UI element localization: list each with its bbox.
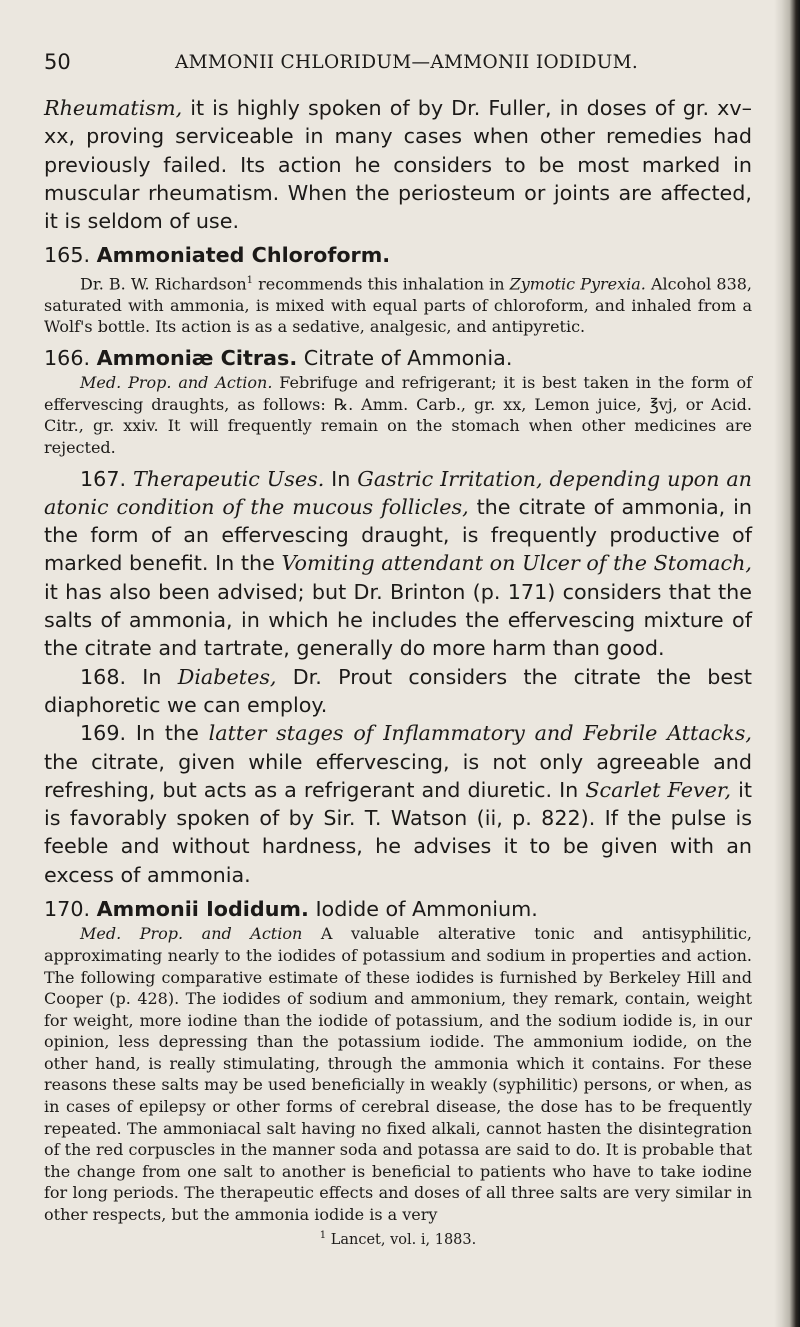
- paragraph-text: In: [324, 466, 358, 491]
- term-inflammatory-febrile: latter stages of Inflammatory and Febrile Attacks,: [208, 721, 752, 746]
- term-diabetes: Diabetes,: [177, 664, 277, 689]
- page-body: [44, 94, 752, 1249]
- section-subtitle: Iodide of Ammonium.: [315, 897, 538, 922]
- section-number: 166.: [44, 345, 91, 370]
- section-title: Ammoniæ Citras.: [96, 345, 298, 370]
- page-binding-edge: [774, 0, 800, 1327]
- section-number: 170.: [44, 897, 91, 922]
- paragraph-text: recommends this inhalation in: [253, 274, 510, 294]
- section-number: 169.: [80, 721, 127, 746]
- paragraph-text: A valuable alterative tonic and antisyphilitic, approximating nearly to the iodides of potassium and sodium in properties and action. The following comparative estimate of these iodides is furnished by Berkeley Hill and Cooper (p. 428). The iodides of sodium and ammonium, they remark, contain, weight for weight, more iodine than the iodide of potassium, and the sodium iodide is, in our opinion, less depressing than the potassium iodide. The ammonium iodide, on the other hand, is really stimulating, through the ammonia which it contains. For these reasons these salts may be used beneficially in weakly (syphilitic) persons, or when, as in cases of epilepsy or other forms of cerebral disease, the dose has to be frequently repeated. The ammoniacal salt having no fixed alkali, cannot hasten the disintegration of the red corpuscles in the manner soda and potassa are said to do. It is probable that the change from one salt to another is beneficial to patients who have to take iodine for long periods. The therapeutic effects and doses of all three salts are very similar in other respects, but the ammonia iodide is a very: [44, 924, 752, 1225]
- running-title: AMMONII CHLORIDUM—AMMONII IODIDUM.: [175, 52, 639, 73]
- section-number: 165.: [44, 243, 91, 268]
- footnote-marker: 1: [319, 1229, 327, 1241]
- section-169-body: [44, 719, 752, 889]
- footnote-marker: 1: [246, 274, 254, 286]
- paragraph-text: Alcohol 838, saturated with ammonia, is mixed with equal parts of chloroform, and inhaled from a Wolf's bottle. Its action is as a sedative, analgesic, and antipyretic.: [44, 274, 753, 337]
- section-166-body: [44, 372, 752, 458]
- footnote-text: Lancet, vol. i, 1883.: [326, 1231, 477, 1248]
- paragraph-text: Dr. B. W. Richardson: [80, 274, 247, 294]
- term-vomiting-ulcer: Vomiting attendant on Ulcer of the Stomach,: [281, 551, 752, 576]
- section-title: Ammoniated Chloroform.: [96, 243, 391, 268]
- section-170-body: [44, 923, 752, 1225]
- footnote: [44, 1226, 752, 1250]
- paragraph-text: Febrifuge and refrigerant; it is best taken in the form of effervescing draughts, as follows: ℞. Amm. Carb., gr. xx, Lemon juice, ℥vj, or Acid. Citr., gr. xxiv. It will frequently remain on the stomach when other medicines are rejected.: [44, 373, 753, 457]
- section-170-heading: [44, 895, 752, 923]
- section-168-body: [44, 663, 752, 720]
- section-167-body: [44, 465, 752, 663]
- term-gastric-irritation: Gastric Irritation, depending upon an atonic condition of the mucous follicles,: [44, 466, 752, 519]
- paragraph-text: it is favorably spoken of by Sir. T. Watson (ii, p. 822). If the pulse is feeble and without hardness, he advises it to be given with an excess of ammonia.: [44, 777, 753, 887]
- section-165-heading: [44, 241, 752, 269]
- med-prop-label: Med. Prop. and Action.: [80, 373, 273, 393]
- section-165-body: [44, 270, 752, 338]
- section-title: Ammonii Iodidum.: [96, 897, 309, 922]
- paragraph-text: the citrate, given while effervescing, is not only agreeable and refreshing, but acts as a refrigerant and diuretic. In: [44, 749, 752, 802]
- paragraph-text: Dr. Prout considers the citrate the best diaphoretic we can employ.: [44, 664, 752, 717]
- therapeutic-uses-label: Therapeutic Uses.: [132, 466, 325, 491]
- term-rheumatism: Rheumatism,: [44, 96, 183, 120]
- paragraph-text: the citrate of ammonia, in the form of an effervescing draught, is frequently productive of marked benefit. In the: [44, 494, 752, 576]
- paragraph-text: it has also been advised; but Dr. Brinton (p. 171) considers that the salts of ammonia, in which he includes the effervescing mixture of the citrate and tartrate, generally do more harm than good.: [44, 579, 752, 661]
- paragraph-rheumatism: [44, 94, 752, 235]
- term-zymotic-pyrexia: Zymotic Pyrexia.: [509, 274, 646, 294]
- med-prop-label: Med. Prop. and Action: [80, 924, 303, 944]
- page-number: 50: [44, 50, 71, 74]
- section-number: 168.: [80, 664, 127, 689]
- page-header: [44, 50, 764, 80]
- term-scarlet-fever: Scarlet Fever,: [585, 777, 732, 802]
- paragraph-text: In the: [126, 721, 209, 746]
- paragraph-text: it is highly spoken of by Dr. Fuller, in doses of gr. xv–xx, proving serviceable in many cases when other remedies had previously failed. Its action he considers to be most marked in muscular rheumatism. When the periosteum or joints are affected, it is seldom of use.: [44, 96, 752, 234]
- paragraph-text: In: [126, 664, 178, 689]
- section-166-heading: [44, 344, 752, 372]
- section-subtitle: Citrate of Ammonia.: [303, 345, 513, 370]
- section-number: 167.: [80, 466, 127, 491]
